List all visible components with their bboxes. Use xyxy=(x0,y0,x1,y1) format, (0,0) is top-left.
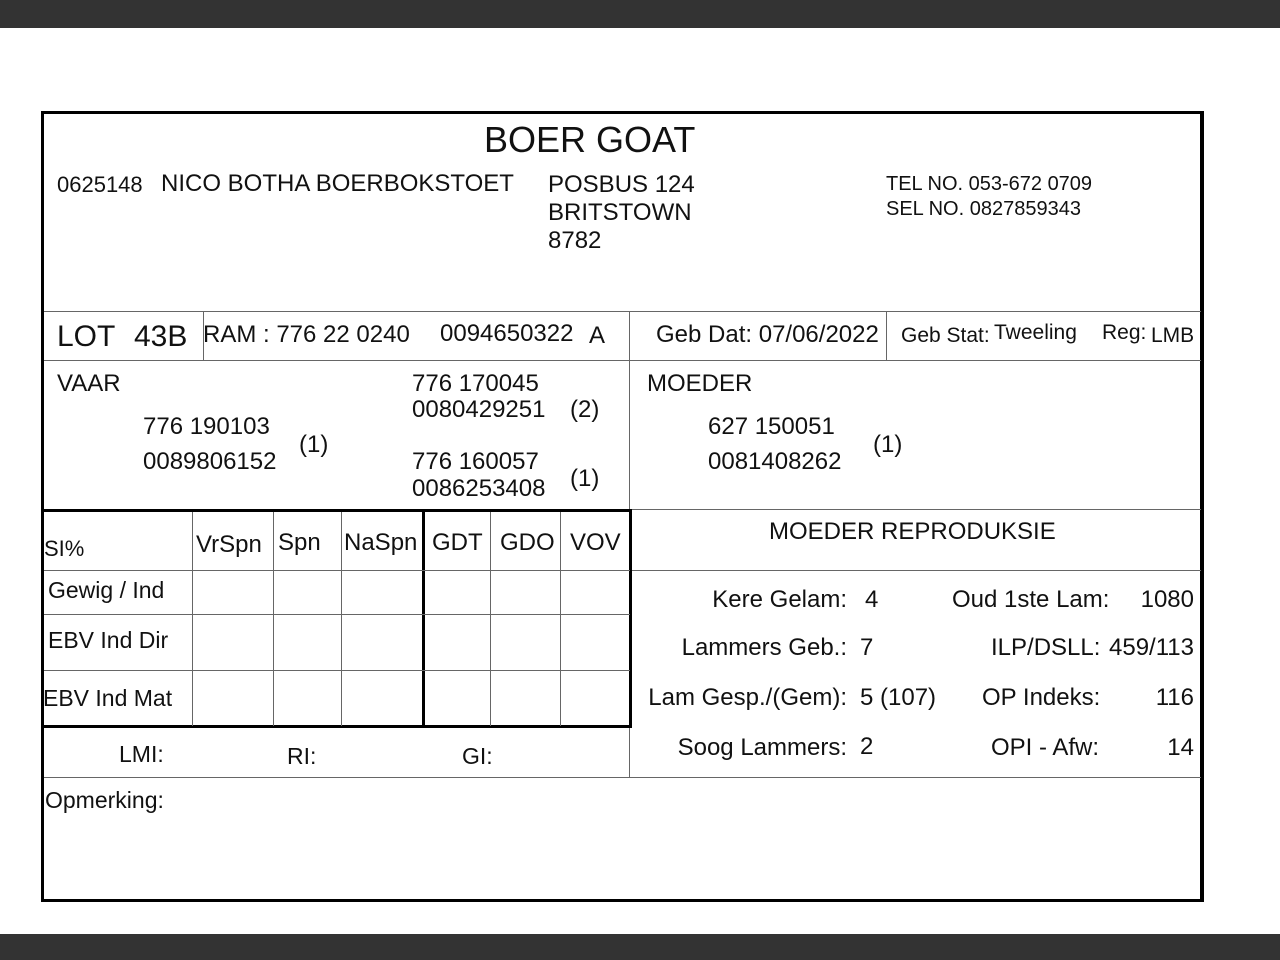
dam-count: (1) xyxy=(873,431,903,458)
ebv-col-vov: VOV xyxy=(570,529,621,556)
opi-value: 14 xyxy=(1167,734,1194,761)
ri-label: RI: xyxy=(287,743,317,769)
breeder-sel: SEL NO. 0827859343 xyxy=(886,198,1081,220)
animal-grade: A xyxy=(589,322,606,349)
sire-label: VAAR xyxy=(57,370,121,397)
gesp-label: Lam Gesp./(Gem): xyxy=(648,684,847,711)
birth-date: Geb Dat: 07/06/2022 xyxy=(656,321,879,348)
card-border-left xyxy=(41,111,44,902)
dam-label: MOEDER xyxy=(647,370,753,397)
lot-label: LOT xyxy=(57,320,116,353)
breeder-code: 0625148 xyxy=(57,172,143,197)
kere-label: Kere Gelam: xyxy=(712,586,847,613)
soog-label: Soog Lammers: xyxy=(677,734,847,761)
ilp-label: ILP/DSLL: xyxy=(991,634,1101,661)
sire-count: (1) xyxy=(299,431,329,458)
ebv-col-gdo: GDO xyxy=(500,529,555,556)
ebv-row-line-1 xyxy=(44,570,630,571)
breeder-address-2: BRITSTOWN xyxy=(548,199,692,226)
sire-id-2: 0089806152 xyxy=(143,448,277,475)
opi-label: OPI - Afw: xyxy=(991,734,1100,761)
kere-value: 4 xyxy=(865,586,879,613)
animal-id: 0094650322 xyxy=(440,320,574,347)
op-value: 116 xyxy=(1155,684,1194,711)
ebv-border-bottom xyxy=(44,725,632,728)
breeder-address-1: POSBUS 124 xyxy=(548,171,695,198)
gesp-value: 5 (107) xyxy=(860,684,937,711)
ebv-border-right xyxy=(629,509,632,728)
divider-indices xyxy=(44,777,1201,778)
ebv-col-gdt: GDT xyxy=(432,529,483,556)
lot-number: 43B xyxy=(134,320,188,353)
lammers-value: 7 xyxy=(860,634,874,661)
card-border-right xyxy=(1200,111,1204,902)
sire-sire-id-1: 776 170045 xyxy=(412,370,539,397)
sire-dam-id-2: 0086253408 xyxy=(412,475,546,502)
card-border-top xyxy=(41,111,1204,114)
reg-value: LMB xyxy=(1151,324,1195,347)
ebv-col-line-5 xyxy=(560,512,561,726)
ebv-col-line-2 xyxy=(273,512,274,726)
divider-repro-title xyxy=(630,570,1201,571)
ebv-col-vrspn: VrSpn xyxy=(196,531,262,558)
ebv-row-line-2 xyxy=(44,614,630,615)
ebv-corner-label: SI% xyxy=(44,536,85,561)
ebv-col-line-4 xyxy=(490,512,491,726)
ebv-row-line-3 xyxy=(44,670,630,671)
card-border-bottom xyxy=(41,899,1204,902)
oud-label: Oud 1ste Lam: xyxy=(952,586,1110,613)
breeder-name: NICO BOTHA BOERBOKSTOET xyxy=(161,170,514,197)
divider-lot-2 xyxy=(886,311,887,361)
soog-value: 2 xyxy=(860,733,874,760)
card-title: BOER GOAT xyxy=(484,119,696,160)
repro-title: MOEDER REPRODUKSIE xyxy=(769,518,1056,545)
ebv-row-ind-dir: EBV Ind Dir xyxy=(48,627,169,653)
sire-dam-count: (1) xyxy=(570,465,600,492)
birth-status-label: Geb Stat: xyxy=(901,324,990,347)
ebv-row-ind-mat: EBV Ind Mat xyxy=(43,685,173,711)
birth-status: Tweeling xyxy=(994,321,1077,344)
sire-dam-id-1: 776 160057 xyxy=(412,448,539,475)
sire-id-1: 776 190103 xyxy=(143,413,270,440)
ebv-col-naspn: NaSpn xyxy=(344,529,418,556)
divider-lot xyxy=(44,360,1201,361)
sire-sire-count: (2) xyxy=(570,396,600,423)
ilp-value: 459/113 xyxy=(1109,634,1194,661)
ebv-col-spn: Spn xyxy=(278,529,321,556)
oud-value: 1080 xyxy=(1140,586,1194,613)
op-label: OP Indeks: xyxy=(982,684,1101,711)
ebv-border-mid xyxy=(422,509,425,728)
lmi-label: LMI: xyxy=(119,741,164,767)
breeder-address-3: 8782 xyxy=(548,227,602,254)
reg-label: Reg: xyxy=(1102,321,1147,344)
dam-id-2: 0081408262 xyxy=(708,448,842,475)
ebv-row-gewig: Gewig / Ind xyxy=(48,577,165,603)
divider-pedigree-right xyxy=(630,509,1201,510)
ebv-col-line-1 xyxy=(192,512,193,726)
breeder-tel: TEL NO. 053-672 0709 xyxy=(886,173,1093,195)
ram-id: RAM : 776 22 0240 xyxy=(203,321,410,348)
gi-label: GI: xyxy=(462,743,493,769)
lammers-label: Lammers Geb.: xyxy=(681,634,847,661)
divider-header xyxy=(44,311,1201,312)
ebv-col-line-3 xyxy=(341,512,342,726)
remarks-label: Opmerking: xyxy=(45,787,164,813)
ebv-border-top xyxy=(44,509,632,512)
dam-id-1: 627 150051 xyxy=(708,413,835,440)
sire-sire-id-2: 0080429251 xyxy=(412,396,546,423)
